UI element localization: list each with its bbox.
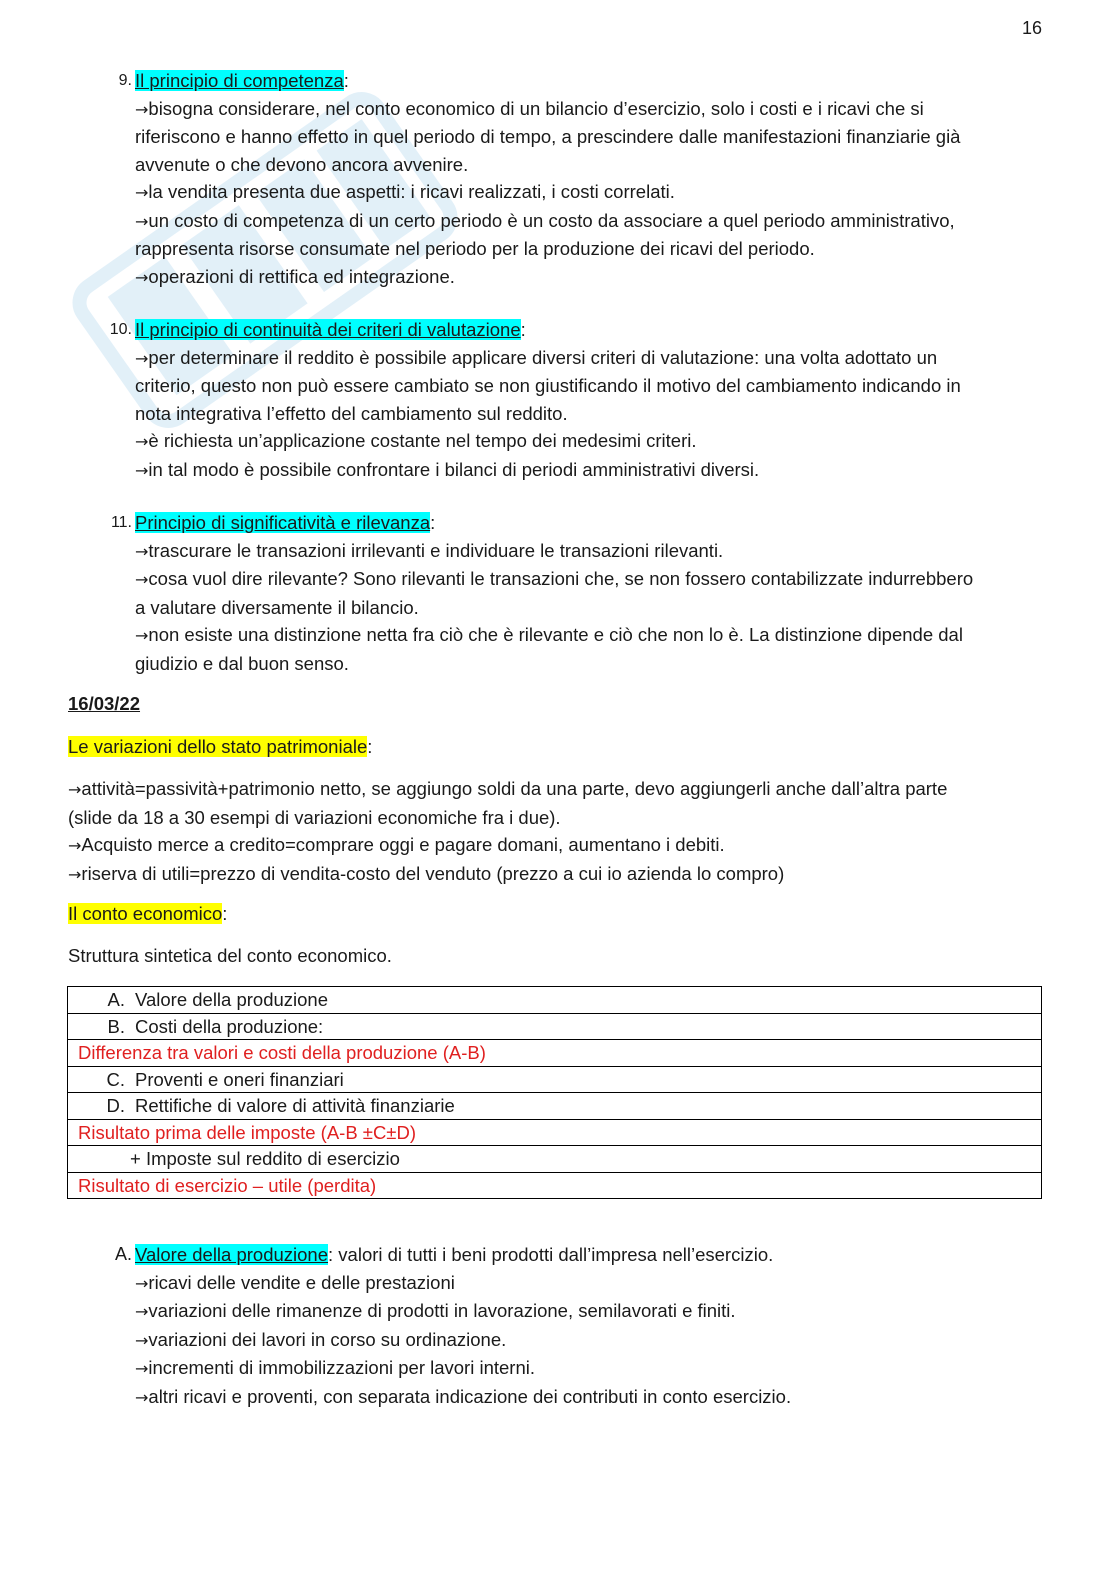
arrow-icon: → [68, 864, 82, 884]
arrow-icon: → [135, 1387, 149, 1407]
page-number: 16 [1021, 18, 1042, 38]
arrow-icon: → [135, 1359, 149, 1378]
arrow-icon: → [135, 267, 149, 287]
table-row [68, 987, 1042, 1014]
item-line: altri ricavi e proventi, con separata indicazione dei contributi in conto esercizio. [148, 1385, 792, 1407]
item-title-suffix: : valori di tutti i beni prodotti dall’impresa nell’esercizio. [328, 1244, 774, 1265]
arrow-icon: → [135, 570, 149, 589]
row-text: Proventi e oneri finanziari [135, 1068, 344, 1090]
row-letter: C. [106, 1068, 125, 1090]
arrow-icon: → [135, 1273, 149, 1293]
item-line: a valutare diversamente il bilancio. [135, 596, 419, 618]
row-text: Risultato prima delle imposte (A-B ±C±D) [78, 1121, 416, 1143]
list-item-continuita: 10. Il principio di continuità dei criteri di valutazione: →per determinare il reddito è possibile applicare diversi criteri di valutazione: una volta adottato un criterio, questo non può essere cambiato se non giustificando il motivo del cambiamento indicando in nota integrativa l’effetto del cambiamento sul reddito. →è richiesta un’applicazione costante nel tempo dei medesimi criteri. →in tal modo è possibile confrontare i bilanci di periodi amministrativi diversi. [100, 316, 1050, 484]
item-number: 10. [109, 321, 132, 338]
table-row [68, 1093, 1042, 1120]
item-line: non esiste una distinzione netta fra ciò che è rilevante e ciò che non lo è. La distinzione dipende dal [148, 624, 963, 645]
item-line: rappresenta risorse consumate nel periodo per la produzione dei ricavi del periodo. [135, 238, 815, 259]
list-item-significativita: 11. Principio di significatività e rilevanza: →trascurare le transazioni irrilevanti e individuare le transazioni rilevanti. →cosa vuol dire rilevante? Sono rilevanti le transazioni che, se non fossero contabilizzate indurrebbero a valutare diversamente il bilancio. →non esiste una distinzione netta fra ciò che è rilevante e ciò che non lo è. La distinzione dipende dal giudizio e dal buon senso. [100, 509, 1050, 677]
conto-economico-table [67, 986, 1042, 1199]
item-line: giudizio e dal buon senso. [135, 652, 349, 674]
arrow-icon: → [135, 211, 149, 231]
item-number: A. [114, 1244, 132, 1264]
paragraph-line: Struttura sintetica del conto economico. [68, 945, 392, 966]
item-line: variazioni delle rimanenze di prodotti in lavorazione, semilavorati e finiti. [148, 1300, 736, 1321]
list-item-competenza: 9. Il principio di competenza: →bisogna considerare, nel conto economico di un bilancio d’esercizio, solo i costi e i ricavi che si riferiscono e hanno effetto in quel periodo di tempo, a prescindere dalle manifestazioni finanziarie già avvenute o che devono ancora avvenire. →la vendita presenta due aspetti: i ricavi realizzati, i costi correlati. →un costo di competenza di un certo periodo è un costo da associare a quel periodo amministrativo, rappresenta risorse consumate nel periodo per la produzione dei ricavi del periodo. →operazioni di rettifica ed integrazione. [100, 67, 1050, 291]
item-line: variazioni dei lavori in corso su ordinazione. [148, 1328, 507, 1350]
arrow-icon: → [135, 626, 149, 645]
paragraph-line: riserva di utili=prezzo di vendita-costo del venduto (prezzo a cui io azienda lo compro) [81, 862, 785, 884]
item-title: Valore della produzione [135, 1244, 329, 1265]
item-title: Il principio di competenza [135, 70, 344, 91]
item-line: un costo di competenza di un certo periodo è un costo da associare a quel periodo amministrativo, [148, 209, 955, 231]
section-title: Il conto economico [68, 903, 223, 924]
arrow-icon: → [135, 183, 149, 202]
section-title: Le variazioni dello stato patrimoniale [68, 736, 368, 757]
paragraph-line: attività=passività+patrimonio netto, se aggiungo soldi da una parte, devo aggiungerli anche dall’altra parte [81, 778, 948, 799]
section-variazioni-title: Le variazioni dello stato patrimoniale: [68, 736, 373, 757]
paragraph-line: Acquisto merce a credito=comprare oggi e pagare domani, aumentano i debiti. [81, 834, 725, 855]
table-row [68, 1040, 1042, 1067]
arrow-icon: → [135, 99, 149, 119]
table-row [68, 1119, 1042, 1146]
item-line: per determinare il reddito è possibile applicare diversi criteri di valutazione: una volta adottato un [148, 346, 938, 368]
item-line: incrementi di immobilizzazioni per lavori interni. [148, 1357, 535, 1378]
row-text: Imposte sul reddito di esercizio [145, 1148, 400, 1170]
table-row [68, 1172, 1042, 1199]
item-title: Il principio di continuità dei criteri di valutazione [135, 319, 521, 340]
section-conto-title: Il conto economico: [68, 903, 228, 924]
arrow-icon: → [135, 1330, 149, 1350]
item-line: bisogna considerare, nel conto economico di un bilancio d’esercizio, solo i costi e i ricavi che si [148, 97, 924, 119]
arrow-icon: → [135, 541, 149, 561]
arrow-icon: → [68, 780, 82, 799]
section-conto-intro [68, 942, 1048, 970]
item-line: avvenute o che devono ancora avvenire. [135, 153, 469, 175]
item-line: operazioni di rettifica ed integrazione. [148, 265, 455, 287]
item-title: Principio di significatività e rilevanza [135, 512, 431, 533]
item-line: trascurare le transazioni irrilevanti e individuare le transazioni rilevanti. [148, 539, 724, 561]
section-date [68, 690, 1048, 718]
table-row [68, 1146, 1042, 1173]
paragraph-line: (slide da 18 a 30 esempi di variazioni economiche fra i due). [68, 806, 561, 828]
table-row [68, 1013, 1042, 1040]
section-variazioni-body [68, 775, 1048, 888]
item-line: è richiesta un’applicazione costante nel tempo dei medesimi criteri. [148, 430, 697, 451]
list-item-valore-produzione [100, 1241, 1050, 1411]
item-line: nota integrativa l’effetto del cambiamento sul reddito. [135, 402, 568, 424]
item-line: la vendita presenta due aspetti: i ricavi realizzati, i costi correlati. [148, 181, 675, 202]
arrow-icon: → [135, 1302, 149, 1321]
row-letter: A. [107, 989, 125, 1011]
arrow-icon: → [68, 836, 82, 855]
row-letter: D. [106, 1095, 125, 1117]
date-heading: 16/03/22 [68, 693, 141, 714]
row-text: Risultato di esercizio – utile (perdita) [78, 1174, 377, 1196]
row-text: Costi della produzione: [135, 1015, 324, 1037]
row-letter: B. [107, 1015, 125, 1037]
row-text: Differenza tra valori e costi della produzione (A-B) [78, 1042, 486, 1064]
row-text: Rettifiche di valore di attività finanziarie [135, 1095, 455, 1117]
row-letter: + [130, 1148, 141, 1170]
item-line: criterio, questo non può essere cambiato se non giustificando il motivo del cambiamento indicando in [135, 375, 961, 396]
item-line: ricavi delle vendite e delle prestazioni [148, 1271, 455, 1293]
arrow-icon: → [135, 432, 149, 451]
item-line: riferiscono e hanno effetto in quel periodo di tempo, a prescindere dalle manifestazioni finanziarie già [135, 126, 961, 147]
arrow-icon: → [135, 348, 149, 368]
item-line: in tal modo è possibile confrontare i bilanci di periodi amministrativi diversi. [148, 458, 760, 480]
arrow-icon: → [135, 460, 149, 480]
item-line: cosa vuol dire rilevante? Sono rilevanti le transazioni che, se non fossero contabilizzate indurrebbero [148, 568, 974, 589]
item-number: 9. [118, 72, 132, 89]
row-text: Valore della produzione [135, 989, 329, 1011]
item-number: 11. [110, 514, 132, 531]
table-row [68, 1066, 1042, 1093]
